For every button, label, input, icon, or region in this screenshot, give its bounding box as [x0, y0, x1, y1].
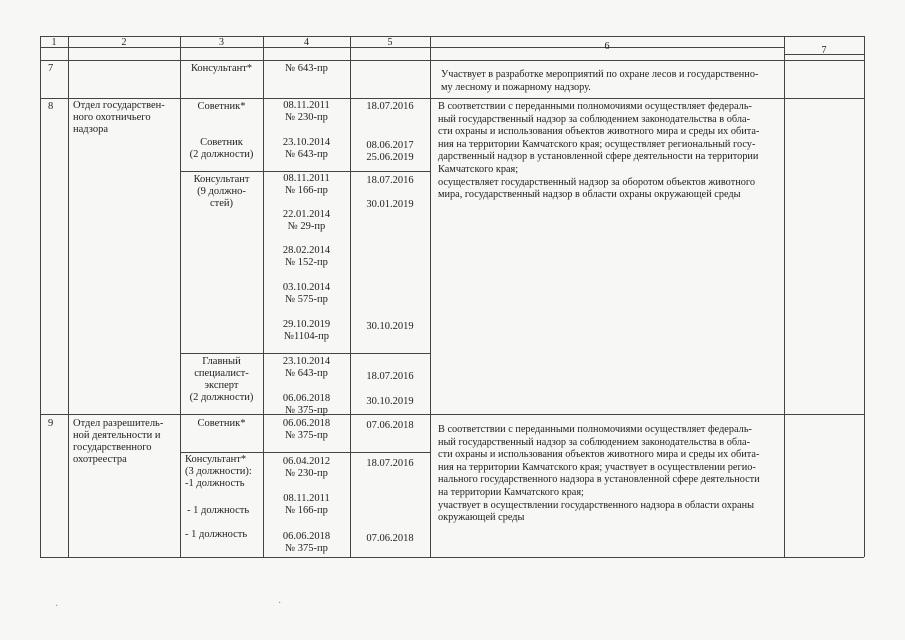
row8-date-2: [350, 140, 430, 164]
order-number: № 152-пр: [285, 257, 328, 268]
row9-duty-line: нального государственного надзора в установленной сфере деятельности: [438, 474, 760, 486]
row8-position-chief-specialist: [180, 356, 263, 404]
row8-p2-line-1: Советник: [200, 137, 243, 148]
row8-top-line: [40, 98, 864, 99]
row9-dept-line-3: государственного: [73, 442, 152, 453]
row8-p3-line-2: (9 должно-: [197, 186, 246, 197]
row8-date-1: 18.07.2016: [366, 101, 414, 112]
row8-order-2: [263, 137, 350, 161]
order-number: № 230-пр: [285, 112, 328, 123]
row8-p4-line-3: эксперт: [204, 380, 239, 391]
row8-order-3: [263, 173, 350, 197]
scan-speck: ·: [278, 598, 282, 609]
row9-top-line: [40, 414, 864, 415]
col-line-2: [180, 36, 181, 557]
order-date: 23.10.2014: [282, 137, 331, 148]
order-date: 22.01.2014: [282, 209, 331, 220]
row9-number: 9: [48, 418, 54, 429]
row8-duties: [438, 101, 759, 202]
row8-sub-line-a: [180, 171, 430, 172]
row8-order-5: [263, 245, 350, 269]
row9-order-1: [263, 418, 350, 442]
row8-order-6: [263, 282, 350, 306]
row7-duty-line-1: Участвует в разработке мероприятий по охране лесов и государственно-: [441, 69, 759, 80]
row8-duty-line: мира, государственный надзор в области охраны окружающей среды: [438, 189, 741, 201]
col-line-1: [68, 36, 69, 557]
row9-duty-line: окружающей среды: [438, 512, 525, 524]
row9-duty-line: ния на территории Камчатского края; участвует в осуществлении регио-: [438, 461, 756, 473]
row9-order-3: [263, 493, 350, 517]
row8-order-4: [263, 209, 350, 233]
col-line-0: [40, 36, 41, 557]
row7-order: № 643-пр: [285, 63, 328, 74]
row9-order-4: [263, 531, 350, 555]
order-date: 06.06.2018: [282, 418, 331, 429]
row9-duty-line: на территории Камчатского края;: [438, 486, 584, 498]
row8-position-consultant: [180, 174, 263, 210]
row8-sub-line-b: [180, 353, 430, 354]
row9-date-3: 07.06.2018: [366, 533, 414, 544]
row8-p4-line-4: (2 должности): [189, 392, 254, 403]
row9-dept-line-4: охотреестра: [73, 454, 127, 465]
order-number: № 375-пр: [285, 430, 328, 441]
row7-duties: [441, 69, 758, 94]
header-col-6: 6: [604, 41, 610, 52]
row7-position: Консультант*: [190, 63, 253, 74]
row8-dept-line-2: ного охотничьего: [73, 112, 151, 123]
order-number: № 375-пр: [285, 405, 328, 416]
order-date: 23.10.2014: [282, 356, 331, 367]
table-bottom-line: [40, 557, 864, 558]
row9-date-2: 18.07.2016: [366, 458, 414, 469]
row7-duty-line-2: му лесному и пожарному надзору.: [441, 81, 591, 93]
row8-order-7: [263, 319, 350, 343]
row9-p2-line-2: (3 должности):: [185, 466, 252, 477]
row8-date-6: 18.07.2016: [366, 371, 414, 382]
row8-duty-line: сти охраны и использования объектов животного мира и среды их обита-: [438, 126, 760, 138]
row8-p4-line-1: Главный: [202, 356, 241, 367]
row8-p3-line-3: стей): [209, 198, 234, 209]
row8-number: 8: [48, 101, 54, 112]
row9-p2-line-3: -1 должность: [185, 478, 245, 489]
date-value: 25.06.2019: [366, 152, 414, 163]
row8-department: [73, 100, 165, 136]
row8-duty-line: Камчатского края;: [438, 163, 519, 175]
header-col-3: 3: [219, 37, 224, 48]
header-col-4: 4: [304, 37, 309, 48]
row8-dept-line-3: надзора: [73, 124, 108, 135]
order-date: 08.11.2011: [283, 173, 330, 184]
row8-p3-line-1: Консультант: [193, 174, 250, 185]
row9-position-advisor: Советник*: [197, 418, 246, 429]
row8-order-9: [263, 393, 350, 417]
row7-number: 7: [48, 63, 54, 74]
date-value: 08.06.2017: [366, 140, 414, 151]
order-date: 08.11.2011: [283, 100, 330, 111]
row8-date-4: 30.01.2019: [366, 199, 414, 210]
order-number: №1104-пр: [284, 331, 329, 342]
col-line-4: [350, 36, 351, 557]
order-date: 06.06.2018: [282, 393, 331, 404]
order-number: № 575-пр: [285, 294, 328, 305]
order-date: 06.06.2018: [282, 531, 331, 542]
col-line-5: [430, 36, 431, 557]
row8-p2-line-2: (2 должности): [189, 149, 254, 160]
order-number: № 166-пр: [285, 185, 328, 196]
header-col-1: 1: [51, 37, 57, 48]
row9-position-one-b: - 1 должность: [185, 529, 248, 540]
row9-sub-line: [180, 452, 430, 453]
order-number: № 29-пр: [287, 221, 326, 232]
row9-position-consultant: [185, 454, 252, 490]
row8-p4-line-2: специалист-: [194, 368, 249, 379]
col-line-6: [784, 36, 785, 557]
header-col-5: 5: [387, 37, 393, 48]
header-col-2: 2: [121, 37, 127, 48]
row9-duties: [438, 424, 760, 525]
row9-duty-line: сти охраны и использования объектов животного мира и среды их обита-: [438, 449, 760, 461]
row9-dept-line-1: Отдел разрешитель-: [73, 418, 164, 429]
order-number: № 643-пр: [285, 368, 328, 379]
row9-department: [73, 418, 163, 466]
row8-position-advisor-2: [180, 137, 263, 161]
row9-date-1: 07.06.2018: [366, 420, 414, 431]
order-date: 08.11.2011: [283, 493, 330, 504]
row8-order-1: [263, 100, 350, 124]
order-date: 03.10.2014: [282, 282, 331, 293]
row9-duty-line: ный государственный надзор за соблюдением законодательства в обла-: [438, 436, 750, 448]
header-col-7: 7: [821, 45, 827, 56]
order-number: № 230-пр: [285, 468, 328, 479]
row9-order-2: [263, 456, 350, 480]
row9-position-one-a: - 1 должность: [187, 505, 250, 516]
row8-duty-line: ный государственный надзор за соблюдением законодательства в обла-: [438, 113, 750, 125]
row9-p2-line-1: Консультант*: [185, 454, 247, 465]
row8-order-8: [263, 356, 350, 380]
row9-duty-line: В соответствии с переданными полномочиями осуществляет федераль-: [438, 424, 752, 435]
row8-date-5: 30.10.2019: [366, 321, 414, 332]
order-date: 06.04.2012: [282, 456, 331, 467]
order-number: № 166-пр: [285, 505, 328, 516]
row9-dept-line-2: ной деятельности и: [73, 430, 161, 441]
order-number: № 643-пр: [285, 149, 328, 160]
row8-dept-line-1: Отдел государствен-: [73, 100, 165, 111]
row8-duty-line: ния на территории Камчатского края; осуществляет региональный госу-: [438, 138, 756, 150]
row8-duty-line: дарственный надзор в установленной сфере деятельности на территории: [438, 151, 759, 163]
row8-position-advisor: Советник*: [197, 101, 246, 112]
row8-duty-line: осуществляет государственный надзор за оборотом объектов животного: [438, 176, 755, 188]
row8-date-7: 30.10.2019: [366, 396, 414, 407]
row8-date-3: 18.07.2016: [366, 175, 414, 186]
row8-duty-line: В соответствии с переданными полномочиями осуществляет федераль-: [438, 101, 752, 112]
col-line-7: [864, 36, 865, 557]
order-date: 29.10.2019: [282, 319, 331, 330]
order-number: № 375-пр: [285, 543, 328, 554]
order-date: 28.02.2014: [282, 245, 331, 256]
row9-duty-line: участвует в осуществлении государственного надзора в области охраны: [438, 499, 755, 511]
row7-top-line: [40, 60, 864, 61]
scan-speck: ·: [55, 601, 59, 612]
